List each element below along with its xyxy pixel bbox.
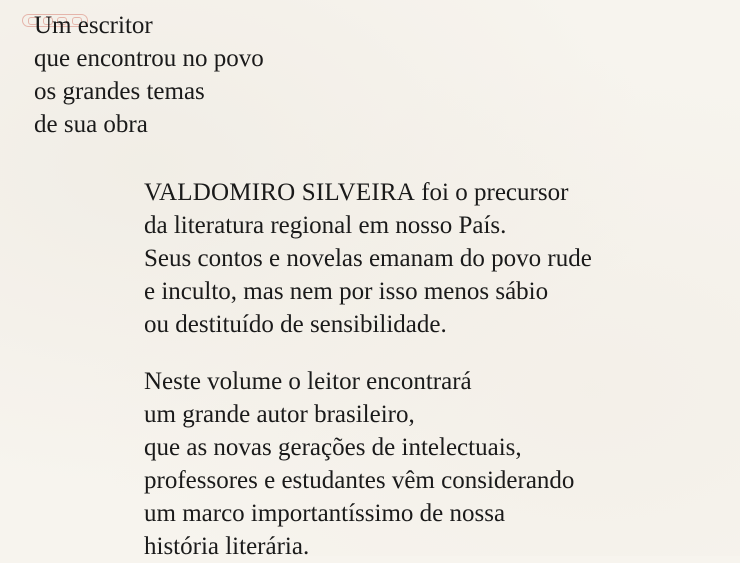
paragraph-line: e inculto, mas nem por isso menos sábio [144,278,549,305]
paragraph-line: da literatura regional em nosso País. [144,212,507,239]
intro-line: de sua obra [34,111,148,138]
intro-line: que encontrou no povo [34,45,264,72]
paragraph-line: Seus contos e novelas emanam do povo rude [144,245,592,272]
paragraph-line: um marco importantíssimo de nossa [144,500,506,527]
paragraph-line: professores e estudantes vêm considerando [144,467,575,494]
paragraph-volume [144,365,574,563]
paragraph-precursor [144,176,592,341]
author-name: VALDOMIRO SILVEIRA [144,179,415,206]
intro-line: os grandes temas [34,78,205,105]
paragraph-line: que as novas gerações de intelectuais, [144,434,522,461]
paragraph-line: Neste volume o leitor encontrará [144,368,472,395]
intro-line: Um escritor [34,12,153,39]
paragraph-line: história literária. [144,533,310,560]
intro-heading [34,9,264,141]
paragraph-line: um grande autor brasileiro, [144,401,415,428]
paragraph-line-rest: foi o precursor [414,179,569,206]
paragraph-line: ou destituído de sensibilidade. [144,311,447,338]
paragraph-line [144,176,592,209]
